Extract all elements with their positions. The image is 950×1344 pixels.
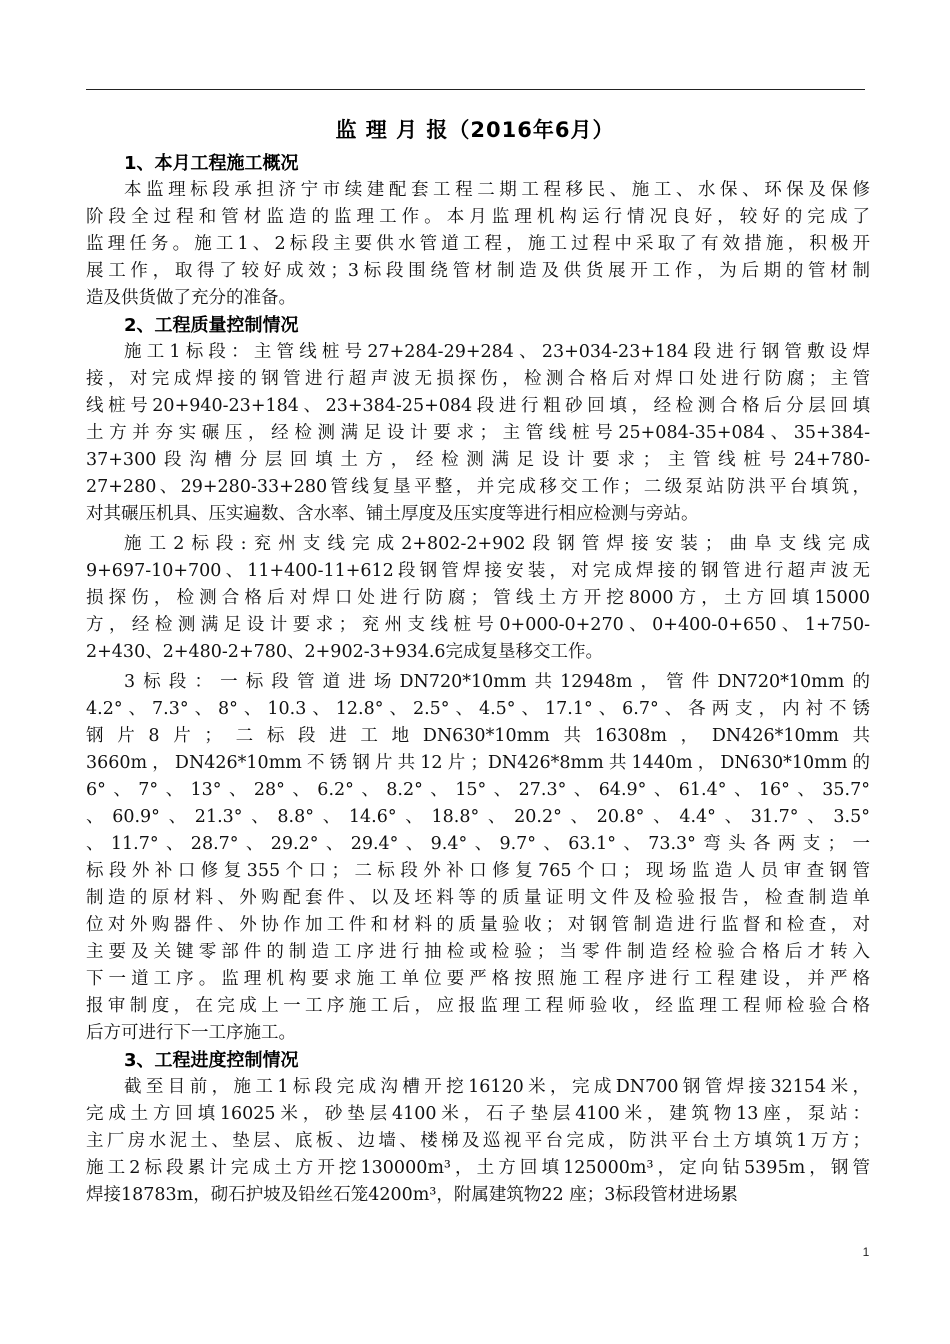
text-line: 主要及关键零部件的制造工序进行抽检或检验；当零件制造经检验合格后才转入 (86, 942, 870, 962)
text-line: 施工2标段累计完成土方开挖130000m³，土方回填125000m³，定向钻5395m，钢管 (86, 1158, 870, 1178)
text-line: 施工2标段:兖州支线完成2+802-2+902段钢管焊接安装；曲阜支线完成 (124, 534, 870, 554)
text-line: 9+697-10+700、11+400-11+612段钢管焊接安装，对完成焊接的钢管进行超声波无 (86, 561, 870, 581)
text-line: 焊接18783m，砌石护坡及铅丝石笼4200m³，附属建筑物22 座；3标段管材进场累 (86, 1185, 738, 1205)
paragraph (86, 339, 870, 528)
text-line: 标段外补口修复355个口；二标段外补口修复765个口；现场监造人员审查钢管 (86, 861, 870, 881)
text-line: 3660m，DN426*10mm不锈钢片共12片；DN426*8mm共1440m，DN630*10mm的 (86, 753, 870, 773)
text-line: 2+430、2+480-2+780、2+902-3+934.6完成复垦移交工作。 (86, 642, 604, 662)
page-number: 1 (862, 1245, 870, 1259)
text-line: 完成土方回填16025米，砂垫层4100米，石子垫层4100米，建筑物13座，泵站： (86, 1104, 870, 1124)
section-heading: 3、工程进度控制情况 (124, 1050, 299, 1071)
text-line: 下一道工序。监理机构要求施工单位要严格按照施工程序进行工程建设，并严格 (86, 969, 870, 989)
paragraph (86, 1074, 870, 1209)
text-line: 37+300段沟槽分层回填土方，经检测满足设计要求；主管线桩号24+780- (86, 450, 870, 470)
section-heading: 1、本月工程施工概况 (124, 153, 299, 174)
text-line: 阶段全过程和管材监造的监理工作。本月监理机构运行情况良好，较好的完成了 (86, 207, 870, 227)
text-line: 截至目前，施工1标段完成沟槽开挖16120米，完成DN700钢管焊接32154米， (124, 1077, 870, 1097)
text-line: 27+280、29+280-33+280管线复垦平整，并完成移交工作；二级泵站防洪平台填筑， (86, 477, 870, 497)
document-body (86, 150, 870, 1209)
text-line: 、11.7°、28.7°、29.2°、29.4°、9.4°、9.7°、63.1°、73.3°弯头各两支；一 (86, 834, 870, 854)
header-rule (86, 89, 865, 90)
text-line: 4.2°、7.3°、8°、10.3、12.8°、2.5°、4.5°、17.1°、6.7°、各两支，内衬不锈 (86, 699, 870, 719)
text-line: 对其碾压机具、压实遍数、含水率、铺土厚度及压实度等进行相应检测与旁站。 (86, 504, 699, 524)
text-line: 造及供货做了充分的准备。 (86, 288, 296, 308)
text-line: 3标段：一标段管道进场DN720*10mm共12948m，管件DN720*10mm的 (124, 672, 870, 692)
text-line: 报审制度，在完成上一工序施工后，应报监理工程师验收，经监理工程师检验合格 (86, 996, 870, 1016)
text-line: 展工作，取得了较好成效；3标段围绕管材制造及供货展开工作，为后期的管材制 (86, 261, 870, 281)
text-line: 主厂房水泥土、垫层、底板、边墙、楼梯及巡视平台完成，防洪平台土方填筑1万方； (86, 1131, 870, 1151)
text-line: 损探伤，检测合格后对焊口处进行防腐；管线土方开挖8000方，土方回填15000 (86, 588, 870, 608)
paragraph (86, 177, 870, 312)
section-heading: 2、工程质量控制情况 (124, 315, 299, 336)
text-line: 6°、7°、13°、28°、6.2°、8.2°、15°、27.3°、64.9°、61.4°、16°、35.7° (86, 780, 870, 800)
text-line: 本监理标段承担济宁市续建配套工程二期工程移民、施工、水保、环保及保修 (124, 180, 870, 200)
text-line: 制造的原材料、外购配套件、以及坯料等的质量证明文件及检验报告，检查制造单 (86, 888, 870, 908)
paragraph (86, 669, 870, 1047)
paragraph (86, 531, 870, 666)
text-line: 监理任务。施工1、2标段主要供水管道工程，施工过程中采取了有效措施，积极开 (86, 234, 870, 254)
text-line: 钢片8片；二标段进工地DN630*10mm共16308m，DN426*10mm共 (86, 726, 870, 746)
text-line: 施工1标段：主管线桩号27+284-29+284、23+034-23+184段进行钢管敷设焊 (124, 342, 870, 362)
text-line: 、60.9°、21.3°、8.8°、14.6°、18.8°、20.2°、20.8°、4.4°、31.7°、3.5° (86, 807, 870, 827)
text-line: 接，对完成焊接的钢管进行超声波无损探伤，检测合格后对焊口处进行防腐；主管 (86, 369, 870, 389)
text-line: 后方可进行下一工序施工。 (86, 1023, 296, 1043)
text-line: 位对外购器件、外协作加工件和材料的质量验收；对钢管制造进行监督和检查，对 (86, 915, 870, 935)
text-line: 土方并夯实碾压，经检测满足设计要求；主管线桩号25+084-35+084、35+384- (86, 423, 870, 443)
text-line: 线桩号20+940-23+184、23+384-25+084段进行粗砂回填，经检测合格后分层回填 (86, 396, 870, 416)
text-line: 方，经检测满足设计要求；兖州支线桩号0+000-0+270、0+400-0+650、1+750- (86, 615, 870, 635)
page-title: 监 理 月 报（2016年6月） (335, 118, 615, 142)
